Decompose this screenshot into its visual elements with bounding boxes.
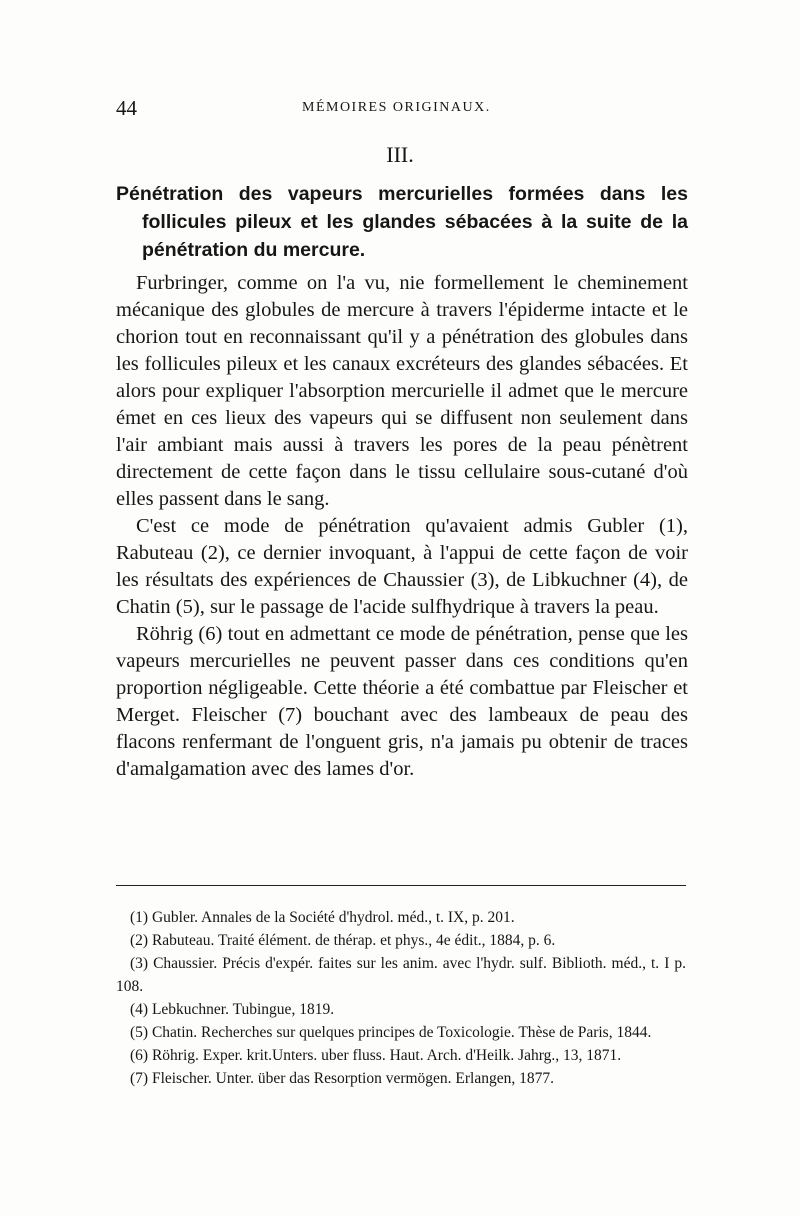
paragraph: Furbringer, comme on l'a vu, nie formellement le cheminement mécanique des globules de mercure à travers l'épiderme intacte et le chorion tout en reconnaissant qu'il y a pénétration des globules dans les follicules pileux et les canaux excréteurs des glandes sébacées. Et alors pour expliquer l'absorption mercurielle il admet que le mercure émet en ces lieux des vapeurs qui se diffusent non seulement dans l'air ambiant mais aussi à travers les pores de la peau pénètrent directement de cette façon dans le tissu cellulaire sous-cutané d'où elles passent dans le sang. bbox=[116, 272, 688, 510]
body-text bbox=[116, 270, 688, 783]
footnote: (5) Chatin. Recherches sur quelques principes de Toxicologie. Thèse de Paris, 1844. bbox=[130, 1024, 652, 1041]
footnote: (1) Gubler. Annales de la Société d'hydrol. méd., t. IX, p. 201. bbox=[130, 909, 515, 926]
section-number: III. bbox=[386, 142, 414, 167]
footnote-divider bbox=[116, 885, 686, 886]
page-number: 44 bbox=[116, 96, 137, 120]
footnotes bbox=[116, 906, 686, 1090]
paragraph: Röhrig (6) tout en admettant ce mode de pénétration, pense que les vapeurs mercurielles ne peuvent passer dans ces conditions qu'en proportion négligeable. Cette théorie a été combattue par Fleischer et Merget. Fleischer (7) bouchant avec des lambeaux de peau des flacons renfermant de l'onguent gris, n'a jamais pu obtenir de traces d'amalgamation avec des lames d'or. bbox=[116, 623, 688, 780]
footnote: (2) Rabuteau. Traité élément. de thérap. et phys., 4e édit., 1884, p. 6. bbox=[130, 932, 556, 949]
footnote: (3) Chaussier. Précis d'expér. faites sur les anim. avec l'hydr. sulf. Biblioth. méd., t. I p. 108. bbox=[116, 955, 686, 995]
running-title: MÉMOIRES ORIGINAUX. bbox=[302, 100, 491, 115]
section-title: Pénétration des vapeurs mercurielles formées dans les follicules pileux et les glandes sébacées à la suite de la pénétration du mercure. bbox=[116, 183, 688, 261]
paragraph: C'est ce mode de pénétration qu'avaient admis Gubler (1), Rabuteau (2), ce dernier invoquant, à l'appui de cette façon de voir les résultats des expériences de Chaussier (3), de Libkuchner (4), de Chatin (5), sur le passage de l'acide sulfhydrique à travers la peau. bbox=[116, 515, 688, 618]
footnote: (7) Fleischer. Unter. über das Resorption vermögen. Erlangen, 1877. bbox=[130, 1070, 554, 1087]
footnote: (6) Röhrig. Exper. krit.Unters. uber fluss. Haut. Arch. d'Heilk. Jahrg., 13, 1871. bbox=[130, 1047, 622, 1064]
footnote: (4) Lebkuchner. Tubingue, 1819. bbox=[130, 1001, 335, 1018]
page-header bbox=[116, 96, 686, 124]
